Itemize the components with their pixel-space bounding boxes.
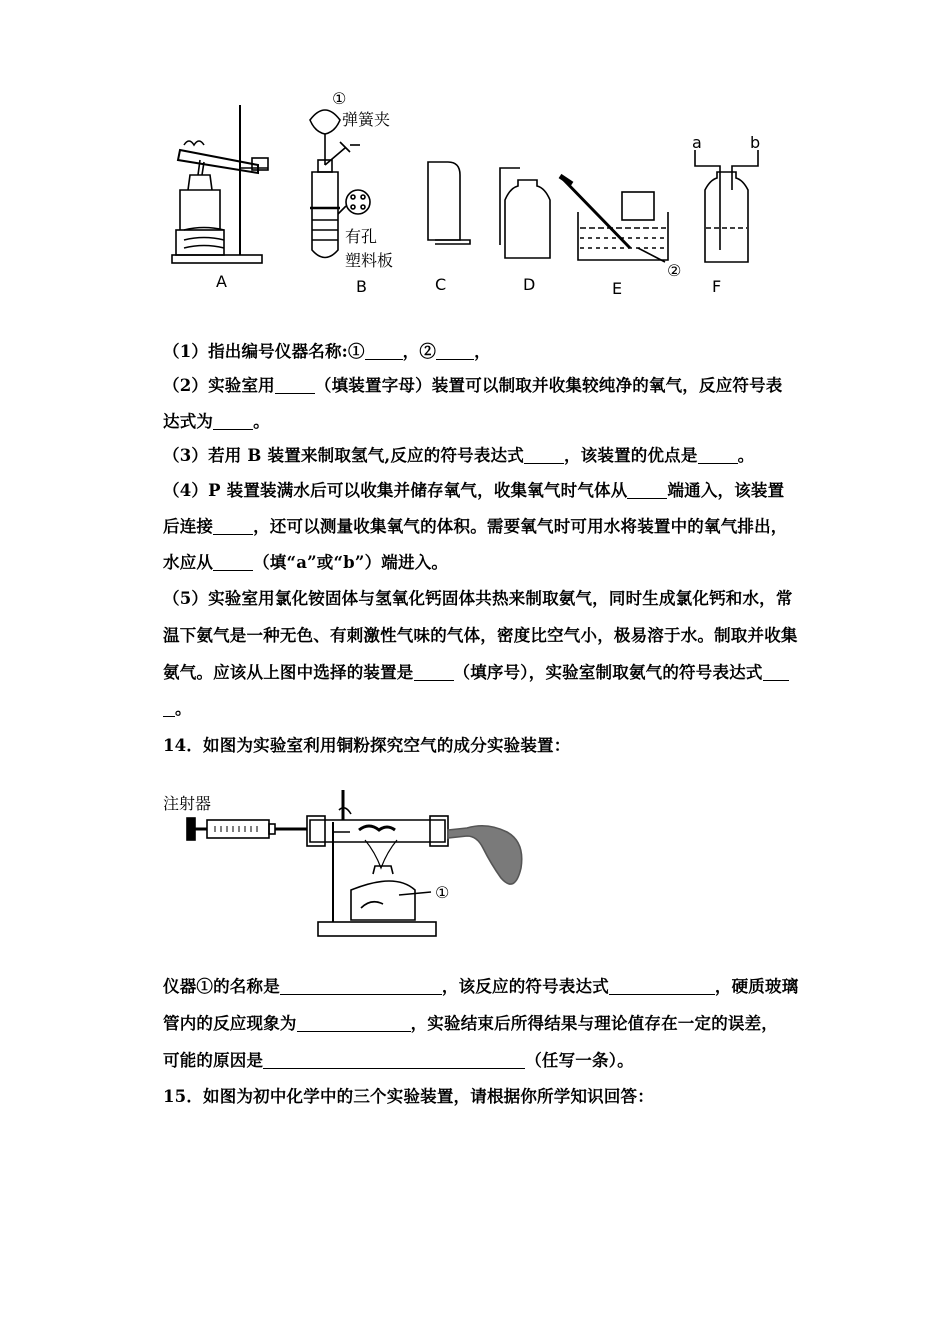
q14-line2: 管内的反应现象为 ，实验结束后所得结果与理论值存在一定的误差， [163,1014,779,1033]
spring-clip-label: 弹簧夹 [342,110,391,129]
label-d: D [523,275,536,294]
circle-two-label: ② [667,261,682,280]
answer-blank[interactable] [163,700,175,718]
perforated-plate-label: 有孔 [345,227,378,246]
label-b: B [356,277,367,296]
answer-blank[interactable] [763,664,789,682]
label-e: E [612,279,623,298]
answer-blank[interactable] [698,447,738,465]
q13-part4: （4）P 装置装满水后可以收集并储存氧气，收集氧气时气体从 端通入，该装置 [163,481,785,500]
q14-line1: 仪器①的名称是 ，该反应的符号表达式 ，硬质玻璃 [163,977,799,996]
label-a: A [216,272,227,291]
balloon [448,826,522,884]
answer-blank[interactable] [213,413,253,431]
q13-part3: （3）若用 B 装置来制取氢气,反应的符号表达式 ，该装置的优点是 。 [163,446,755,465]
q13-part1: （1）指出编号仪器名称:① ，② ， [163,342,491,361]
label-f: F [712,277,722,296]
apparatus-a [172,105,268,263]
syringe [187,818,307,840]
port-b-label: b [750,133,761,152]
answer-blank[interactable] [365,343,403,361]
q13-part5: （5）实验室用氯化铵固体与氢氧化钙固体共热来制取氨气，同时生成氯化钙和水，常 [163,589,793,608]
answer-blank[interactable] [263,1052,525,1070]
perforated-plate-label-2: 塑料板 [345,251,394,270]
iron-stand [318,822,436,936]
answer-blank[interactable] [280,978,442,996]
circle-one-label: ① [435,883,450,902]
apparatus-c [428,162,470,244]
q13-part4-line2: 后连接 ，还可以测量收集氧气的体积。需要氧气时可用水将装置中的氧气排出， [163,517,788,536]
apparatus-figure [160,80,800,310]
hard-glass-tube [307,790,448,846]
answer-blank[interactable] [213,554,253,572]
q13-part2: （2）实验室用 （填装置字母）装置可以制取并收集较纯净的氧气，反应符号表 [163,376,783,395]
answer-blank[interactable] [213,518,253,536]
q13-part2-line2: 达式为 。 [163,412,270,431]
apparatus-d [500,168,550,258]
alcohol-lamp [351,840,431,920]
answer-blank[interactable] [275,377,315,395]
copper-air-apparatus-figure [155,780,555,950]
apparatus-e [560,176,668,262]
answer-blank[interactable] [609,978,715,996]
q13-part5-line2: 温下氨气是一种无色、有刺激性气味的气体，密度比空气小，极易溶于水。制取并收集 [163,626,798,645]
q14-line3: 可能的原因是 （任写一条）。 [163,1051,634,1070]
answer-blank[interactable] [627,482,667,500]
q13-part5-line3: 氨气。应该从上图中选择的装置是 （填序号），实验室制取氨气的符号表达式 [163,659,789,683]
answer-blank[interactable] [297,1015,411,1033]
q13-part4-line3: 水应从 （填“a”或“b”）端进入。 [163,553,449,572]
answer-blank[interactable] [436,343,474,361]
q15-title: 15．如图为初中化学中的三个实验装置，请根据你所学知识回答： [163,1087,654,1106]
syringe-label: 注射器 [163,794,212,813]
q13-part5-line4: 。 [163,695,192,719]
q14-title: 14．如图为实验室利用铜粉探究空气的成分实验装置： [163,736,571,755]
answer-blank[interactable] [524,447,564,465]
label-c: C [435,275,447,294]
circle-one-label: ① [332,89,347,108]
apparatus-f [695,150,758,262]
port-a-label: a [692,133,702,152]
answer-blank[interactable] [414,664,454,682]
